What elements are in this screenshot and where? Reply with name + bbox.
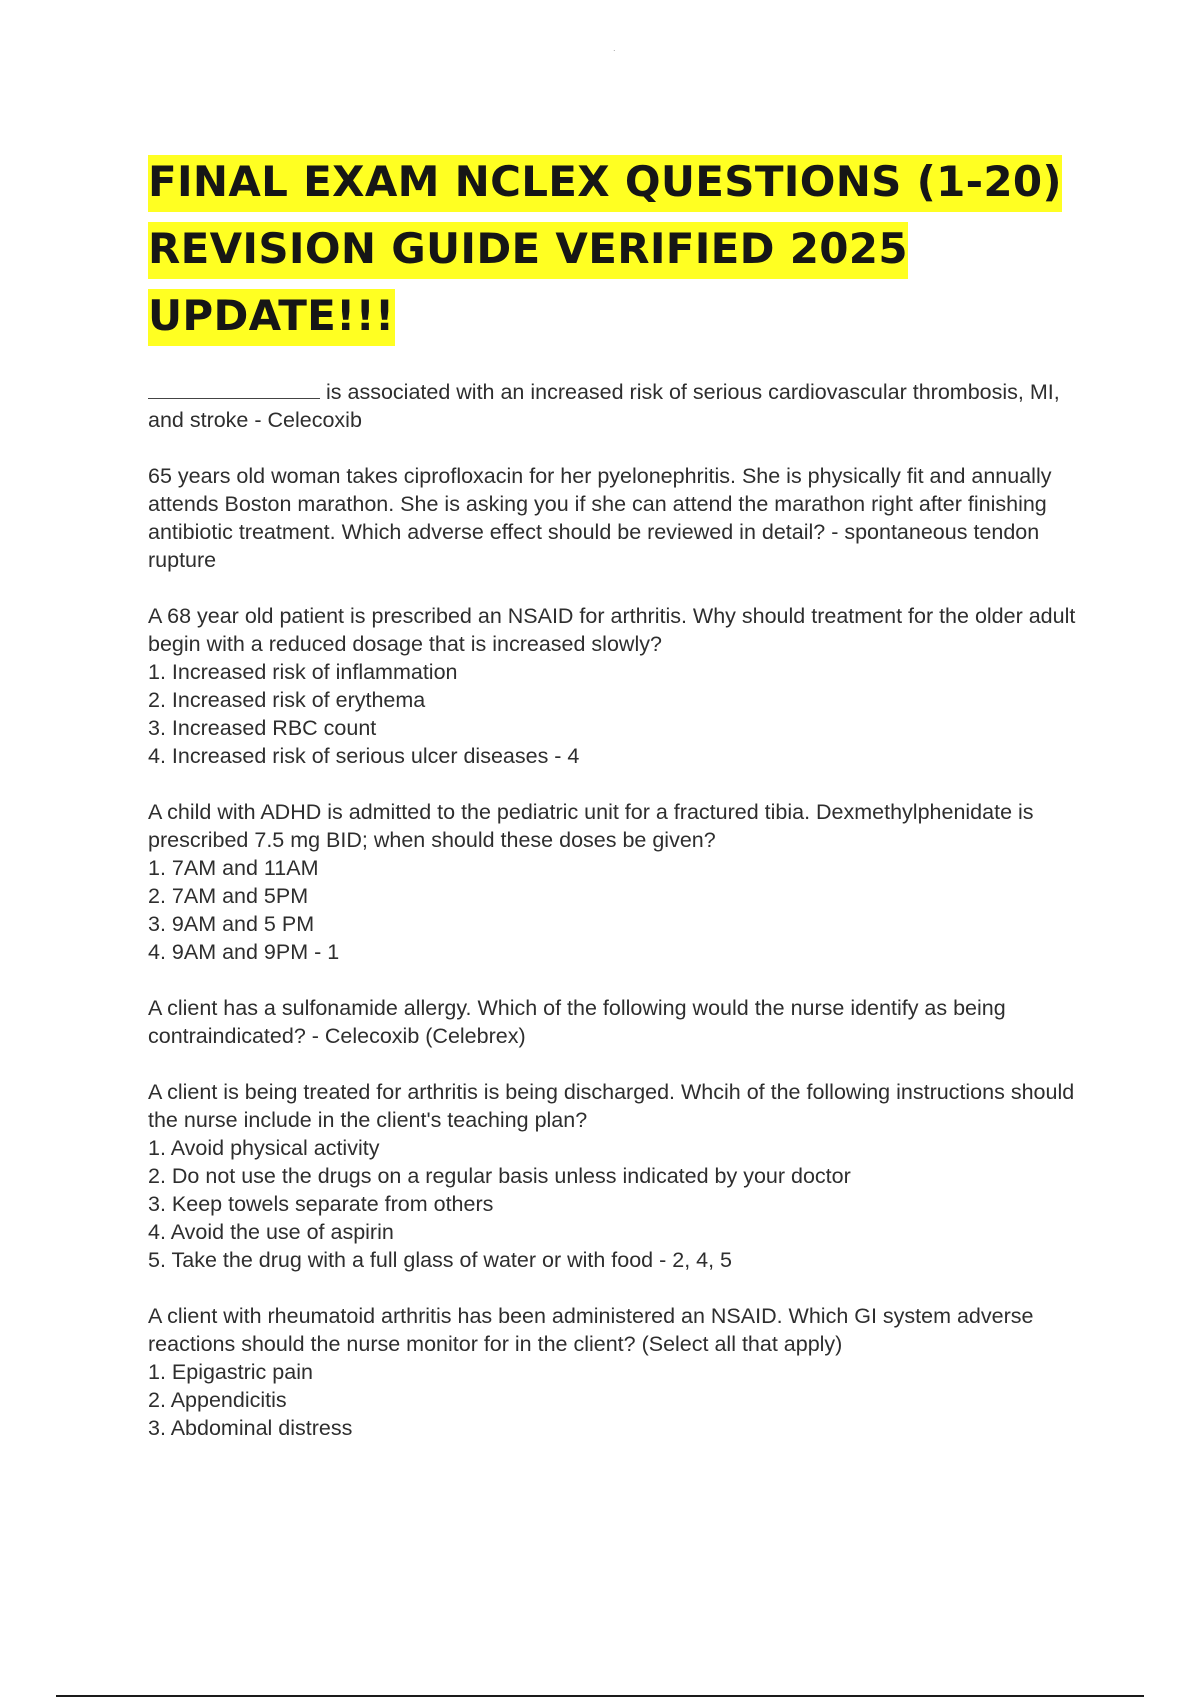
answer-option: 2. Appendicitis	[148, 1388, 287, 1412]
header-dot: .	[613, 44, 616, 53]
answer-option: 1. 7AM and 11AM	[148, 856, 319, 880]
question-6	[148, 1078, 1093, 1274]
answer-option: 3. Abdominal distress	[148, 1416, 353, 1440]
question-2	[148, 462, 1093, 574]
question-5	[148, 994, 1093, 1050]
document-title	[148, 148, 1083, 349]
question-stem	[148, 378, 1093, 434]
answer-option: 3. Increased RBC count	[148, 716, 377, 740]
question-3	[148, 602, 1093, 770]
question-stem: A client has a sulfonamide allergy. Which of the following would the nurse identify as being contraindicated? - Celecoxib (Celebrex)	[148, 996, 1006, 1048]
question-stem: A 68 year old patient is prescribed an NSAID for arthritis. Why should treatment for the older adult begin with a reduced dosage that is increased slowly?	[148, 604, 1076, 656]
question-list	[148, 378, 1093, 1470]
answer-option: 3. 9AM and 5 PM	[148, 912, 315, 936]
answer-option: 4. 9AM and 9PM - 1	[148, 940, 340, 964]
answer-option: 1. Avoid physical activity	[148, 1136, 380, 1160]
title-block	[148, 148, 1083, 349]
answer-option: 4. Avoid the use of aspirin	[148, 1220, 394, 1244]
page-bottom-rule	[56, 1695, 1144, 1697]
answer-option: 5. Take the drug with a full glass of water or with food - 2, 4, 5	[148, 1248, 732, 1272]
answer-option: 3. Keep towels separate from others	[148, 1192, 494, 1216]
title-highlight: FINAL EXAM NCLEX QUESTIONS (1-20) REVISION GUIDE VERIFIED 2025 UPDATE!!!	[148, 155, 1062, 346]
question-1	[148, 378, 1093, 434]
answer-option: 2. 7AM and 5PM	[148, 884, 309, 908]
fill-in-blank-line	[148, 378, 320, 399]
answer-option: 4. Increased risk of serious ulcer diseases - 4	[148, 744, 580, 768]
question-stem: 65 years old woman takes ciprofloxacin for her pyelonephritis. She is physically fit and annually attends Boston marathon. She is asking you if she can attend the marathon right after finishing antibiotic treatment. Which adverse effect should be reviewed in detail? - spontaneous tendon rupture	[148, 464, 1052, 572]
answer-option: 1. Increased risk of inflammation	[148, 660, 458, 684]
answer-option: 1. Epigastric pain	[148, 1360, 313, 1384]
question-stem: A client is being treated for arthritis is being discharged. Whcih of the following instructions should the nurse include in the client's teaching plan?	[148, 1080, 1075, 1132]
question-4	[148, 798, 1093, 966]
question-7	[148, 1302, 1093, 1442]
question-stem: A client with rheumatoid arthritis has been administered an NSAID. Which GI system adverse reactions should the nurse monitor for in the client? (Select all that apply)	[148, 1304, 1034, 1356]
answer-option: 2. Do not use the drugs on a regular basis unless indicated by your doctor	[148, 1164, 851, 1188]
question-stem: A child with ADHD is admitted to the pediatric unit for a fractured tibia. Dexmethylphenidate is prescribed 7.5 mg BID; when should these doses be given?	[148, 800, 1034, 852]
answer-option: 2. Increased risk of erythema	[148, 688, 426, 712]
question-stem-text: is associated with an increased risk of serious cardiovascular thrombosis, MI, and stroke - Celecoxib	[148, 380, 1060, 432]
